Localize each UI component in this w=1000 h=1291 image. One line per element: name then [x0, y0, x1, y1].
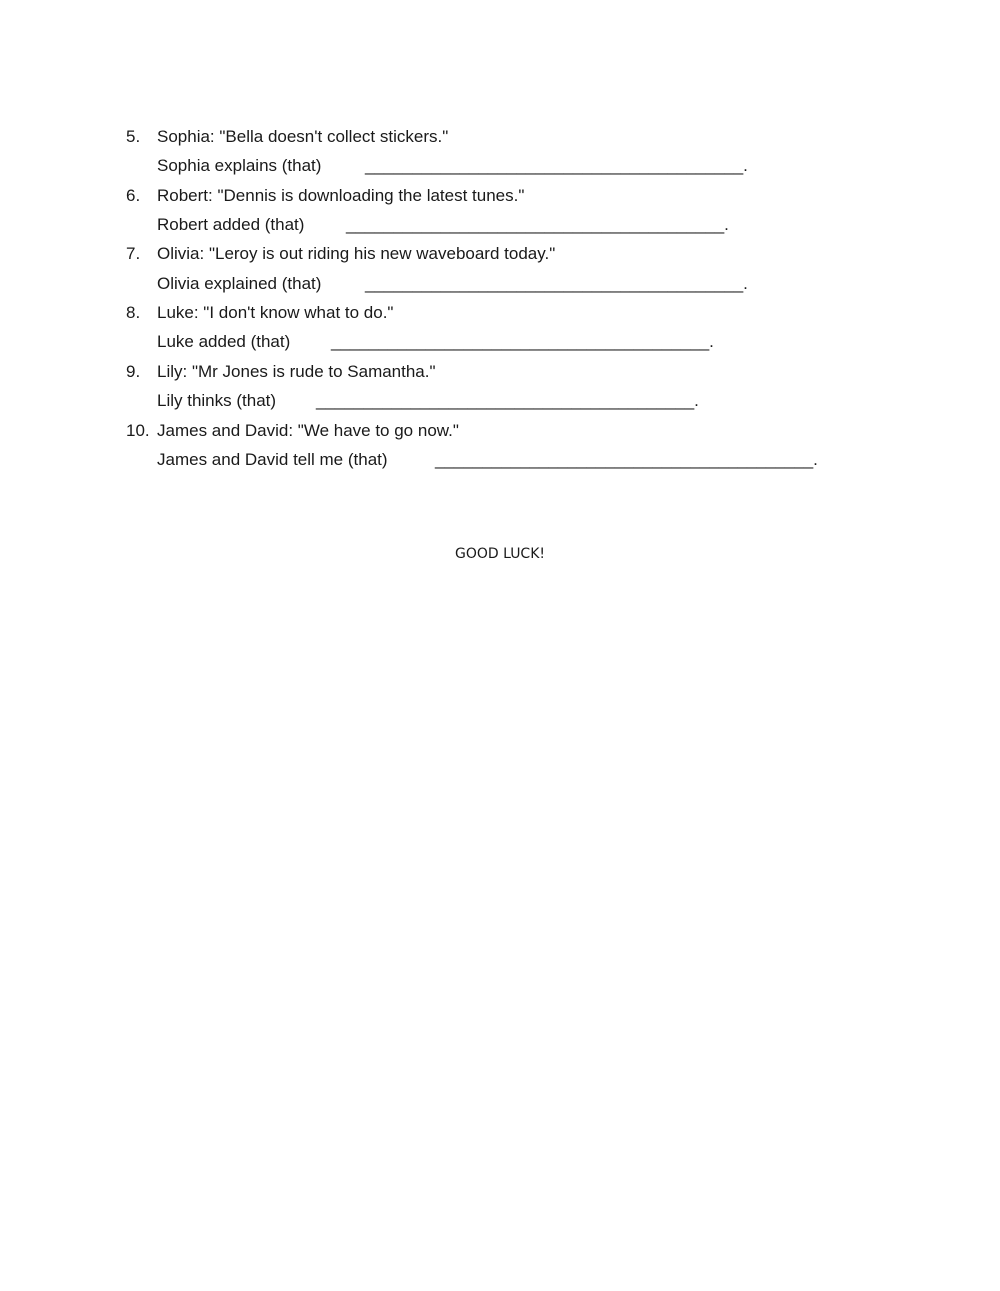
item-lead: Olivia explained (that): [157, 274, 322, 293]
item-number: 7.: [126, 244, 141, 263]
item-statement: Lily: "Mr Jones is rude to Samantha.": [157, 362, 436, 381]
item-lead: James and David tell me (that): [157, 450, 388, 469]
answer-blank[interactable]: ________________________________________.: [346, 215, 729, 234]
item-lead: Lily thinks (that): [157, 391, 277, 410]
item-number: 5.: [126, 127, 141, 146]
item-number: 6.: [126, 186, 141, 205]
answer-blank[interactable]: ________________________________________.: [365, 156, 748, 175]
item-statement: Luke: "I don't know what to do.": [157, 303, 394, 322]
item-statement: Olivia: "Leroy is out riding his new waveboard today.": [157, 244, 556, 263]
item-statement: Sophia: "Bella doesn't collect stickers.": [157, 127, 449, 146]
answer-blank[interactable]: ________________________________________.: [316, 391, 699, 410]
item-number: 10.: [126, 421, 150, 440]
item-statement: Robert: "Dennis is downloading the latest tunes.": [157, 186, 525, 205]
item-statement: James and David: "We have to go now.": [157, 421, 459, 440]
answer-blank[interactable]: ________________________________________.: [331, 332, 714, 351]
answer-blank[interactable]: ________________________________________.: [365, 274, 748, 293]
answer-blank[interactable]: ________________________________________.: [435, 450, 818, 469]
item-number: 9.: [126, 362, 141, 381]
item-lead: Luke added (that): [157, 332, 291, 351]
item-lead: Sophia explains (that): [157, 156, 322, 175]
item-number: 8.: [126, 303, 141, 322]
good-luck-footer: GOOD LUCK!: [454, 546, 546, 562]
item-lead: Robert added (that): [157, 215, 305, 234]
